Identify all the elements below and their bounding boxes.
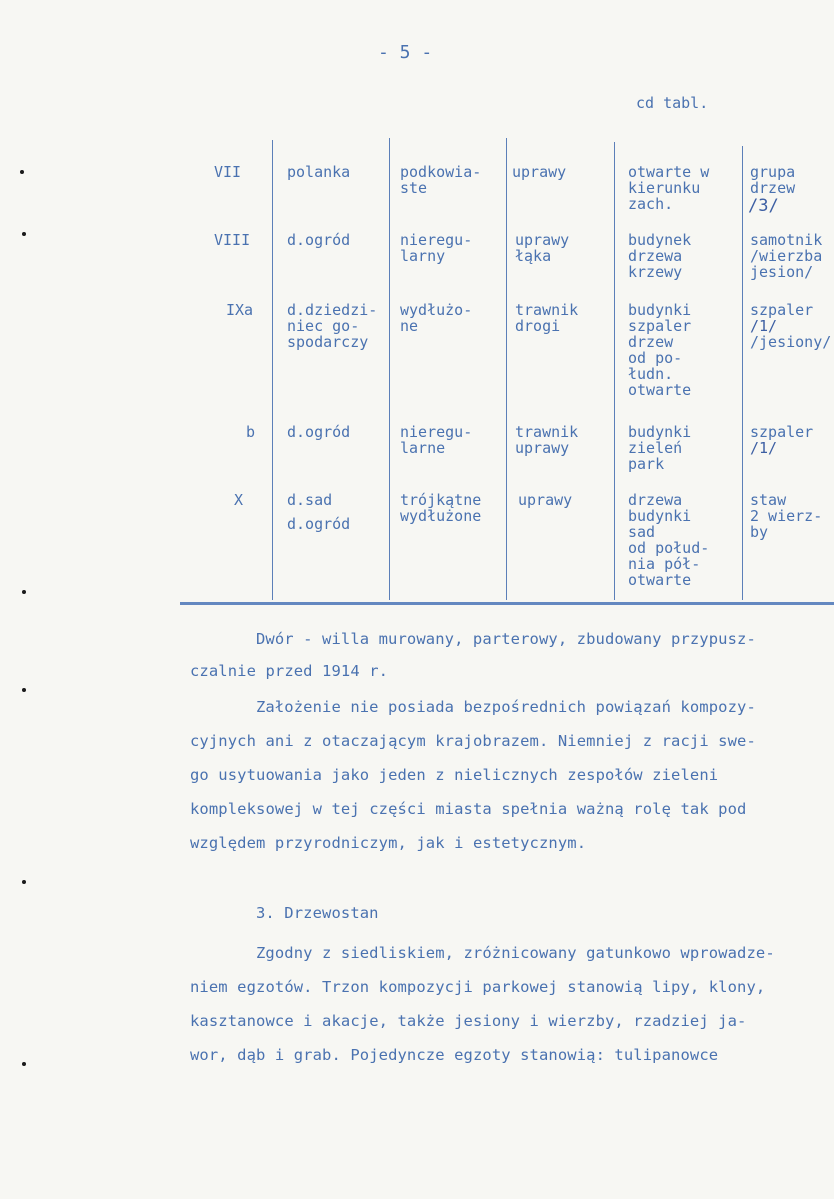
cell-notes: /jesiony/ (750, 333, 832, 351)
text-line: cyjnych ani z otaczającym krajobrazem. Niemniej z racji swe- (190, 732, 756, 750)
cell-surroundings: otwarte w (628, 163, 710, 181)
cell-shape: trójkątne (400, 491, 482, 509)
cell-surroundings: budynki (628, 423, 692, 441)
text-line: czalnie przed 1914 r. (190, 662, 389, 680)
cell-surroundings: drzewa (628, 247, 683, 265)
cell-surroundings: budynek (628, 231, 692, 249)
cell-notes: /1/ (750, 317, 778, 335)
cell-surroundings: od po- (628, 349, 683, 367)
column-divider (506, 138, 507, 600)
cell-name: d.sad (287, 491, 333, 509)
cell-surroundings: budynki (628, 507, 692, 525)
cell-surroundings: łudn. (628, 365, 674, 383)
margin-dot (22, 1062, 26, 1066)
cell-notes: /1/ (750, 439, 778, 457)
cell-shape: wydłużone (400, 507, 482, 525)
cell-notes: jesion/ (750, 263, 814, 281)
text-line: go usytuowania jako jeden z nielicznych zespołów zieleni (190, 766, 719, 784)
text-line: kasztanowce i akacje, także jesiony i wierzby, rzadziej ja- (190, 1012, 747, 1030)
column-divider (742, 146, 743, 600)
cell-shape: larny (400, 247, 446, 265)
row-number: X (234, 491, 244, 509)
cell-name: d.ogród (287, 423, 351, 441)
cell-name: d.ogród (287, 515, 351, 533)
cell-shape: wydłużo- (400, 301, 473, 319)
column-divider (389, 138, 390, 600)
cell-surroundings: drzew (628, 333, 674, 351)
margin-dot (22, 232, 26, 236)
cell-surroundings: otwarte (628, 571, 692, 589)
cell-use: łąka (515, 247, 552, 265)
cell-notes: staw (750, 491, 787, 509)
text-line: Dwór - willa murowany, parterowy, zbudowany przypusz- (256, 630, 756, 648)
cell-surroundings: sad (628, 523, 656, 541)
row-number: b (246, 423, 256, 441)
cell-surroundings: szpaler (628, 317, 692, 335)
cell-shape: ste (400, 179, 428, 197)
margin-dot (22, 688, 26, 692)
cell-notes: szpaler (750, 301, 814, 319)
cell-shape: ne (400, 317, 419, 335)
column-divider (614, 142, 615, 600)
cell-surroundings: drzewa (628, 491, 683, 509)
cell-name: niec go- (287, 317, 360, 335)
cell-name: d.dziedzi- (287, 301, 378, 319)
text-line: Założenie nie posiada bezpośrednich powiązań kompozy- (256, 698, 756, 716)
cell-surroundings: kierunku (628, 179, 701, 197)
cell-use: uprawy (518, 491, 573, 509)
cell-use: uprawy (515, 231, 570, 249)
margin-dot (20, 170, 24, 174)
cell-surroundings: otwarte (628, 381, 692, 399)
cell-surroundings: krzewy (628, 263, 683, 281)
page-number: - 5 - (378, 42, 433, 63)
cell-notes: szpaler (750, 423, 814, 441)
margin-dot (22, 880, 26, 884)
cell-name: d.ogród (287, 231, 351, 249)
text-line: niem egzotów. Trzon kompozycji parkowej stanowią lipy, klony, (190, 978, 766, 996)
cell-shape: nieregu- (400, 423, 473, 441)
cell-surroundings: od połud- (628, 539, 710, 557)
cell-use: trawnik (515, 423, 579, 441)
text-line: kompleksowej w tej części miasta spełnia ważną rolę tak pod (190, 800, 747, 818)
continuation-label: cd tabl. (636, 94, 709, 112)
cell-notes: by (750, 523, 769, 541)
text-line: względem przyrodniczym, jak i estetycznym. (190, 834, 587, 852)
cell-surroundings: nia pół- (628, 555, 701, 573)
cell-shape: larne (400, 439, 446, 457)
cell-name: polanka (287, 163, 351, 181)
cell-notes: samotnik (750, 231, 823, 249)
column-divider (272, 140, 273, 600)
cell-shape: podkowia- (400, 163, 482, 181)
cell-notes: /3/ (748, 196, 779, 216)
cell-use: uprawy (515, 439, 570, 457)
cell-use: drogi (515, 317, 561, 335)
cell-notes: /wierzba (750, 247, 823, 265)
cell-surroundings: park (628, 455, 665, 473)
cell-use: trawnik (515, 301, 579, 319)
cell-notes: grupa (750, 163, 796, 181)
cell-notes: drzew (750, 179, 796, 197)
cell-surroundings: zieleń (628, 439, 683, 457)
cell-surroundings: zach. (628, 195, 674, 213)
text-line: wor, dąb i grab. Pojedyncze egzoty stanowią: tulipanowce (190, 1046, 719, 1064)
row-number: IXa (226, 301, 254, 319)
cell-notes: 2 wierz- (750, 507, 823, 525)
cell-surroundings: budynki (628, 301, 692, 319)
cell-name: spodarczy (287, 333, 369, 351)
text-line: Zgodny z siedliskiem, zróżnicowany gatunkowo wprowadze- (256, 944, 775, 962)
row-number: VIII (214, 231, 251, 249)
margin-dot (22, 590, 26, 594)
table-bottom-rule (180, 602, 834, 605)
row-number: VII (214, 163, 242, 181)
section-heading: 3. Drzewostan (256, 904, 379, 922)
cell-use: uprawy (512, 163, 567, 181)
cell-shape: nieregu- (400, 231, 473, 249)
